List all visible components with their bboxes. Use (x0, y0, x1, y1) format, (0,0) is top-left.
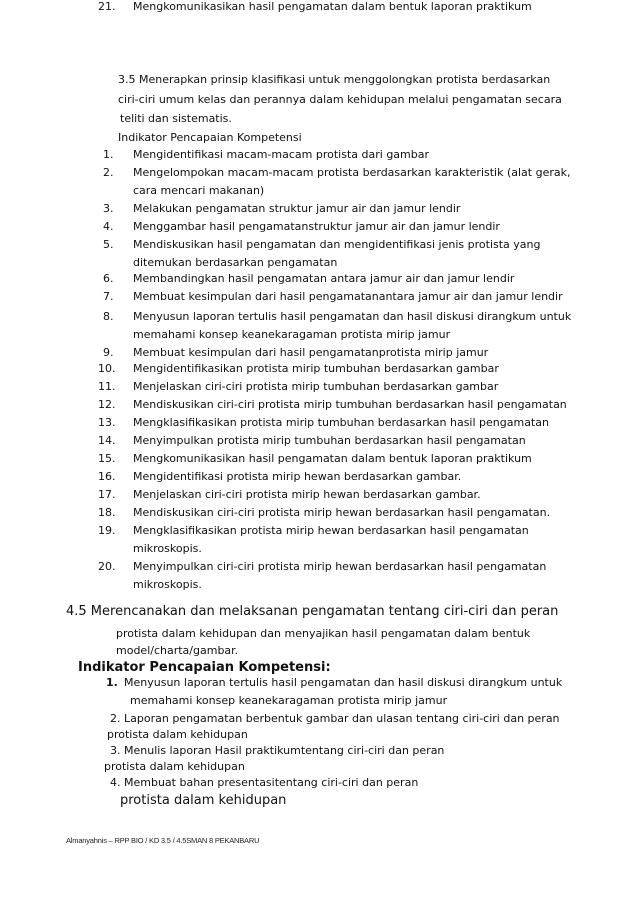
list-item-text: Mendiskusikan ciri-ciri protista mirip hewan berdasarkan hasil pengamatan. (133, 506, 551, 519)
list-item-number: 14. (98, 434, 116, 447)
list-item-text: Menggambar hasil pengamatanstruktur jamur air dan jamur lendir (133, 220, 500, 233)
list-item-text: Menyimpulkan protista mirip tumbuhan berdasarkan hasil pengamatan (133, 434, 526, 447)
list-item-text: Melakukan pengamatan struktur jamur air dan jamur lendir (133, 202, 461, 215)
list-item-text: Mengklasifikasikan protista mirip tumbuhan berdasarkan hasil pengamatan (133, 416, 549, 429)
list-item-text: Mengidentifikasi macam-macam protista dari gambar (133, 148, 430, 161)
list-item-text: Mengidentifikasikan protista mirip tumbuhan berdasarkan gambar (133, 362, 499, 375)
kd-heading-line: ciri-ciri umum kelas dan perannya dalam kehidupan melalui pengamatan secara (118, 93, 562, 106)
kd-4-5-heading: 4.5 Merencanakan dan melaksanan pengamatan tentang ciri-ciri dan peran (66, 604, 559, 619)
kd-4-5-heading-line: protista dalam kehidupan dan menyajikan hasil pengamatan dalam bentuk (116, 627, 531, 640)
list-item-text: ditemukan berdasarkan pengamatan (133, 256, 338, 269)
indicator-text: protista dalam kehidupan (107, 728, 248, 741)
indicator-number: 4. (110, 776, 121, 789)
list-item-text: Menjelaskan ciri-ciri protista mirip tumbuhan berdasarkan gambar (133, 380, 499, 393)
indicator-text: protista dalam kehidupan (120, 793, 287, 808)
list-item-number: 15. (98, 452, 116, 465)
list-item-text: Mengkomunikasikan hasil pengamatan dalam bentuk laporan praktikum (133, 452, 532, 465)
list-item-text: Mengidentifikasi protista mirip hewan berdasarkan gambar. (133, 470, 462, 483)
list-item-number: 2. (103, 166, 114, 179)
list-item-text: memahami konsep keanekaragaman protista mirip jamur (133, 328, 451, 341)
kd-heading-line: teliti dan sistematis. (120, 112, 232, 125)
indicator-number: 1. (106, 676, 118, 689)
list-item-number: 17. (98, 488, 116, 501)
list-item-text: Mengkomunikasikan hasil pengamatan dalam bentuk laporan praktikum (133, 0, 532, 13)
list-item-number: 20. (98, 560, 116, 573)
list-item-number: 18. (98, 506, 116, 519)
list-item-text: mikroskopis. (133, 578, 202, 591)
list-item-number: 12. (98, 398, 116, 411)
list-item-number: 16. (98, 470, 116, 483)
list-item-number: 7. (103, 290, 114, 303)
list-item-text: Menyimpulkan ciri-ciri protista mirip hewan berdasarkan hasil pengamatan (133, 560, 547, 573)
list-item-number: 11. (98, 380, 116, 393)
indikator-heading-2: Indikator Pencapaian Kompetensi: (78, 660, 331, 675)
indicator-text: memahami konsep keanekaragaman protista mirip jamur (130, 694, 448, 707)
indicator-text: Menulis laporan Hasil praktikumtentang ciri-ciri dan peran (124, 744, 445, 757)
list-item-number: 10. (98, 362, 116, 375)
list-item-text: Membandingkan hasil pengamatan antara jamur air dan jamur lendir (133, 272, 515, 285)
list-item-number: 13. (98, 416, 116, 429)
indicator-text: Membuat bahan presentasitentang ciri-ciri dan peran (124, 776, 419, 789)
list-item-number: 3. (103, 202, 114, 215)
list-item-text: Menjelaskan ciri-ciri protista mirip hewan berdasarkan gambar. (133, 488, 481, 501)
list-item-number: 19. (98, 524, 116, 537)
kd-heading-line: 3.5 Menerapkan prinsip klasifikasi untuk menggolongkan protista berdasarkan (118, 73, 551, 86)
list-item-text: Mendiskusikan hasil pengamatan dan mengidentifikasi jenis protista yang (133, 238, 541, 251)
indicator-text: Laporan pengamatan berbentuk gambar dan ulasan tentang ciri-ciri dan peran (124, 712, 560, 725)
indicator-number: 3. (110, 744, 121, 757)
list-item-number: 1. (103, 148, 114, 161)
list-item-text: Membuat kesimpulan dari hasil pengamatanantara jamur air dan jamur lendir (133, 290, 563, 303)
indikator-heading: Indikator Pencapaian Kompetensi (118, 131, 302, 144)
indicator-number: 2. (110, 712, 121, 725)
list-item-number: 5. (103, 238, 114, 251)
list-item-number: 6. (103, 272, 114, 285)
list-item-text: Membuat kesimpulan dari hasil pengamatanprotista mirip jamur (133, 346, 489, 359)
list-item-number: 4. (103, 220, 114, 233)
list-item-number: 21. (98, 0, 116, 13)
page-footer: Almanyahnis – RPP BIO / KD 3.5 / 4.5SMAN 8 PEKANBARU (66, 836, 260, 845)
list-item-text: Mendiskusikan ciri-ciri protista mirip tumbuhan berdasarkan hasil pengamatan (133, 398, 567, 411)
kd-4-5-heading-line: model/charta/gambar. (116, 644, 239, 657)
list-item-text: cara mencari makanan) (133, 184, 265, 197)
list-item-number: 9. (103, 346, 114, 359)
list-item-text: Mengklasifikasikan protista mirip hewan berdasarkan hasil pengamatan (133, 524, 529, 537)
list-item-number: 8. (103, 310, 114, 323)
list-item-text: Menyusun laporan tertulis hasil pengamatan dan hasil diskusi dirangkum untuk (133, 310, 572, 323)
list-item-text: Mengelompokan macam-macam protista berdasarkan karakteristik (alat gerak, (133, 166, 571, 179)
indicator-text: Menyusun laporan tertulis hasil pengamatan dan hasil diskusi dirangkum untuk (124, 676, 563, 689)
list-item-text: mikroskopis. (133, 542, 202, 555)
indicator-text: protista dalam kehidupan (104, 760, 245, 773)
